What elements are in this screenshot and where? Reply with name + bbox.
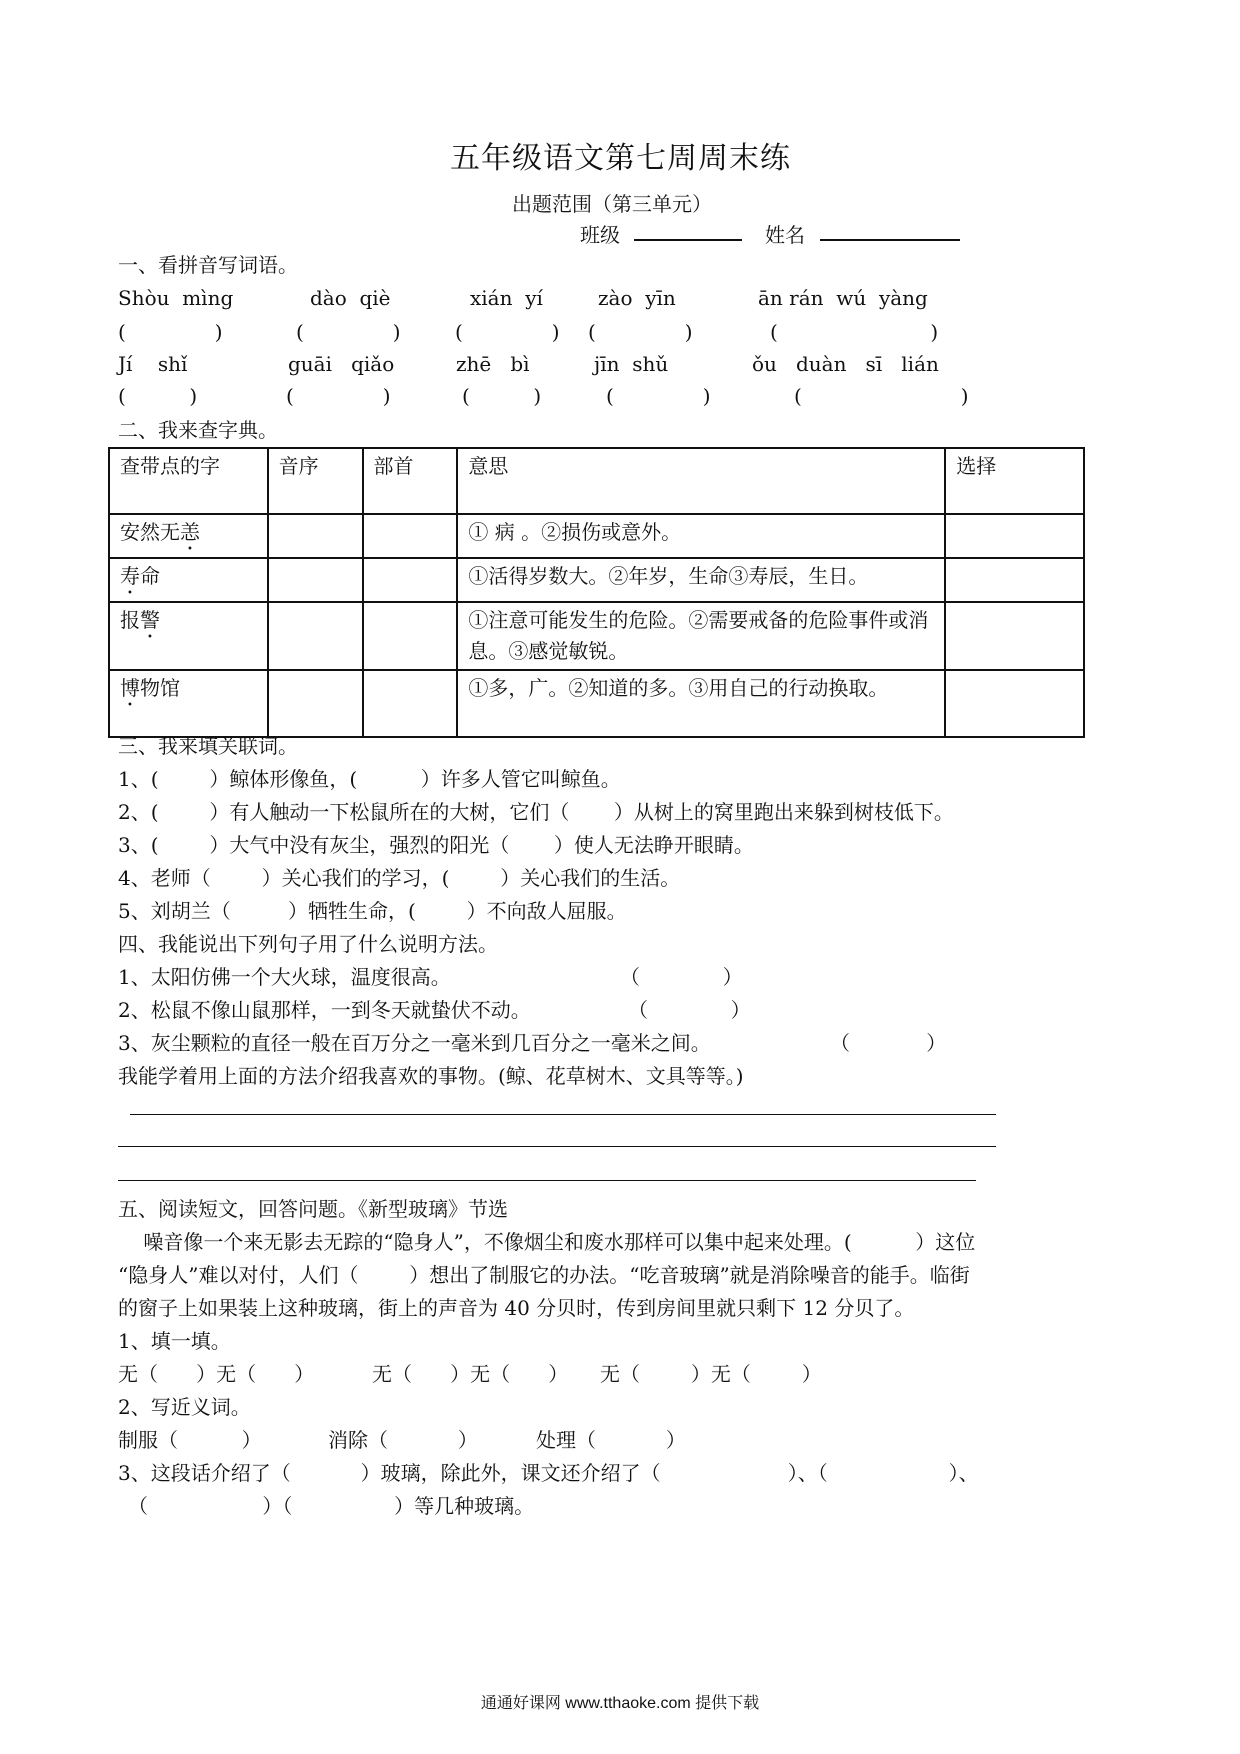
bushou-cell[interactable] (363, 602, 458, 670)
question-3-line: 3、这段话介绍了（ ）玻璃，除此外，课文还介绍了（ ）、（ ）、 (118, 1461, 979, 1485)
choice-cell[interactable] (945, 670, 1084, 737)
pinyin-4: zào yīn (598, 286, 676, 310)
pinyin-8: zhē bì (456, 352, 530, 376)
word-text: 安然无 (120, 520, 180, 544)
answer-box-3[interactable]: ( ) (455, 320, 560, 344)
dotted-char: 寿 (120, 564, 140, 588)
word-text: 报 (120, 608, 140, 632)
bushou-cell[interactable] (363, 514, 458, 558)
choice-cell[interactable] (945, 558, 1084, 602)
answer-box-6[interactable]: ( ) (118, 384, 198, 408)
pinyin-5: ān rán wú yàng (758, 286, 928, 310)
table-row (109, 670, 1084, 737)
answer-box-7[interactable]: ( ) (286, 384, 391, 408)
pinyin-3: xián yí (470, 286, 543, 310)
method-sentence: 1、太阳仿佛一个大火球，温度很高。 (118, 965, 451, 989)
dotted-char: 博 (120, 676, 140, 700)
word-text: 命 (140, 564, 160, 588)
pinyin-7: guāi qiǎo (288, 352, 395, 376)
section-2-heading: 二、我来查字典。 (118, 418, 278, 442)
header-choice: 选择 (945, 448, 1084, 514)
answer-box-9[interactable]: ( ) (606, 384, 711, 408)
page-title: 五年级语文第七周周末练 (450, 141, 791, 176)
yinxu-cell[interactable] (268, 602, 363, 670)
header-bushou: 部首 (363, 448, 458, 514)
section-1-heading: 一、看拼音写词语。 (118, 253, 298, 277)
passage-line: 的窗子上如果装上这种玻璃，街上的声音为 40 分贝时，传到房间里就只剩下 12 分贝了。 (118, 1296, 915, 1320)
question-1-label: 1、填一填。 (118, 1329, 231, 1353)
method-sentence: 3、灰尘颗粒的直径一般在百万分之一毫米到几百分之一毫米之间。 (118, 1031, 711, 1055)
conjunction-item: 3、( ）大气中没有灰尘，强烈的阳光（ ）使人无法睁开眼睛。 (118, 833, 754, 857)
answer-box-10[interactable]: ( ) (794, 384, 969, 408)
word-cell (109, 670, 268, 737)
pinyin-9: jīn shǔ (594, 352, 669, 376)
yinxu-cell[interactable] (268, 514, 363, 558)
dotted-char: 恙 (180, 520, 200, 544)
synonym-item[interactable]: 处理（ ） (536, 1428, 686, 1452)
fill-in-pair[interactable]: 无（ ）无（ ） (372, 1362, 569, 1386)
table-row (109, 602, 1084, 670)
section-3-heading: 三、我来填关联词。 (118, 734, 298, 758)
method-sentence: 2、松鼠不像山鼠那样，一到冬天就蛰伏不动。 (118, 998, 531, 1022)
meaning-cell: ①注意可能发生的危险。②需要戒备的危险事件或消息。③感觉敏锐。 (457, 602, 945, 670)
meaning-cell: ① 病 。②损伤或意外。 (457, 514, 945, 558)
exam-scope: 出题范围（第三单元） (512, 192, 712, 216)
conjunction-item: 5、刘胡兰（ ）牺牲生命，( ）不向敌人屈服。 (118, 899, 627, 923)
dictionary-table (108, 447, 1085, 738)
name-label: 姓名 (765, 223, 805, 247)
passage-line: 噪音像一个来无影去无踪的“隐身人”，不像烟尘和废水那样可以集中起来处理。( ）这位 (118, 1230, 976, 1254)
pinyin-10: ǒu duàn sī lián (752, 352, 939, 376)
name-field[interactable] (820, 239, 960, 241)
fill-in-pair[interactable]: 无（ ）无（ ） (600, 1362, 822, 1386)
section-4-heading: 四、我能说出下列句子用了什么说明方法。 (118, 932, 498, 956)
conjunction-item: 2、( ）有人触动一下松鼠所在的大树，它们（ ）从树上的窝里跑出来躲到树枝低下。 (118, 800, 954, 824)
choice-cell[interactable] (945, 514, 1084, 558)
pinyin-1: Shòu mìng (118, 286, 234, 310)
writing-line[interactable] (130, 1114, 996, 1115)
section-5-heading: 五、阅读短文，回答问题。《新型玻璃》节选 (118, 1197, 508, 1221)
table-row (109, 514, 1084, 558)
class-label: 班级 (580, 223, 620, 247)
method-answer-box[interactable]: （ ） (628, 998, 751, 1022)
answer-box-8[interactable]: ( ) (462, 384, 542, 408)
choice-cell[interactable] (945, 602, 1084, 670)
conjunction-item: 4、老师（ ）关心我们的学习，( ）关心我们的生活。 (118, 866, 681, 890)
answer-box-1[interactable]: ( ) (118, 320, 223, 344)
bushou-cell[interactable] (363, 670, 458, 737)
yinxu-cell[interactable] (268, 558, 363, 602)
word-cell (109, 602, 268, 670)
table-header-row (109, 448, 1084, 514)
conjunction-item: 1、( ）鲸体形像鱼，( ）许多人管它叫鲸鱼。 (118, 767, 621, 791)
meaning-cell: ①活得岁数大。②年岁，生命③寿辰，生日。 (457, 558, 945, 602)
header-yinxu: 音序 (268, 448, 363, 514)
question-3-line: （ ）（ ）等几种玻璃。 (128, 1494, 535, 1518)
synonym-item[interactable]: 消除（ ） (328, 1428, 478, 1452)
bushou-cell[interactable] (363, 558, 458, 602)
table-row (109, 558, 1084, 602)
dotted-char: 警 (140, 608, 160, 632)
passage-line: “隐身人”难以对付，人们（ ）想出了制服它的办法。“吃音玻璃”就是消除噪音的能手。临街 (118, 1263, 970, 1287)
pinyin-2: dào qiè (310, 286, 391, 310)
word-text: 物馆 (140, 676, 180, 700)
question-2-label: 2、写近义词。 (118, 1395, 251, 1419)
fill-in-pair[interactable]: 无（ ）无（ ） (118, 1362, 315, 1386)
method-prompt: 我能学着用上面的方法介绍我喜欢的事物。(鲸、花草树木、文具等等。) (118, 1064, 744, 1088)
class-field[interactable] (634, 239, 742, 241)
method-answer-box[interactable]: （ ） (830, 1031, 947, 1055)
writing-line[interactable] (118, 1146, 996, 1147)
method-answer-box[interactable]: （ ） (620, 965, 743, 989)
footer-source: 通通好课网 www.tthaoke.com 提供下载 (480, 1695, 760, 1712)
header-meaning: 意思 (457, 448, 945, 514)
synonym-item[interactable]: 制服（ ） (118, 1428, 262, 1452)
word-cell (109, 514, 268, 558)
writing-line[interactable] (118, 1180, 976, 1181)
header-char: 查带点的字 (109, 448, 268, 514)
pinyin-6: Jí shǐ (118, 352, 188, 376)
answer-box-2[interactable]: ( ) (296, 320, 401, 344)
word-cell (109, 558, 268, 602)
meaning-cell: ①多，广。②知道的多。③用自己的行动换取。 (457, 670, 945, 737)
yinxu-cell[interactable] (268, 670, 363, 737)
answer-box-4[interactable]: ( ) (588, 320, 693, 344)
answer-box-5[interactable]: ( ) (770, 320, 939, 344)
